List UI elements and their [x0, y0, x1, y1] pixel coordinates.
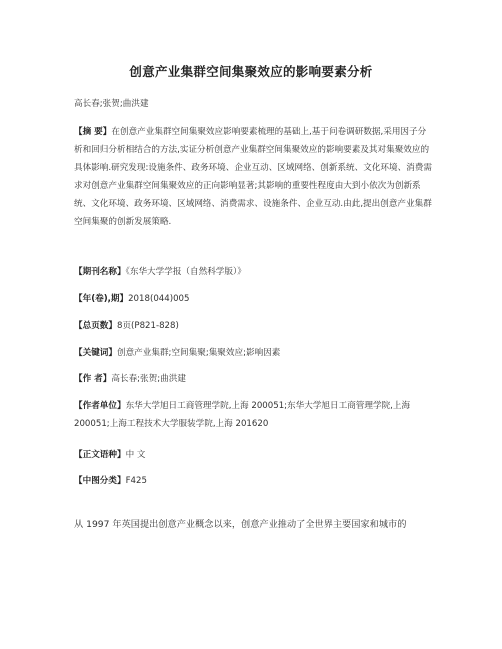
- author-value: 高长春;张贺;曲洪建: [111, 374, 186, 384]
- author-field: [74, 370, 434, 388]
- year-label: 【年(卷),期】: [74, 294, 129, 304]
- pages-value: 8页(P821-828): [116, 321, 179, 331]
- language-label: 【正文语种】: [74, 450, 126, 460]
- keywords-value: 创意产业集群;空间集聚;集聚效应;影响因素: [116, 348, 281, 358]
- document-title: 创意产业集群空间集聚效应的影响要素分析: [129, 64, 373, 79]
- affiliation-value: 东华大学旭日工商管理学院,上海 200051;东华大学旭日工商管理学院,上海 200051;上海工程技术大学服装学院,上海 201620: [74, 401, 411, 429]
- abstract-section: [74, 123, 434, 231]
- affiliation-label: 【作者单位】: [74, 401, 126, 411]
- classification-value: F425: [125, 476, 147, 486]
- affiliation-field: [74, 397, 434, 433]
- classification-field: [74, 472, 434, 490]
- language-field: [74, 446, 434, 464]
- author-line: 高长春;张贺;曲洪建: [74, 99, 149, 109]
- year-volume-field: [74, 290, 434, 308]
- journal-label: 【期刊名称】: [74, 267, 126, 277]
- abstract-text: 在创意产业集群空间集聚效应影响要素梳理的基础上,基于问卷调研数据,采用因子分析和回归分析相结合的方法,实证分析创意产业集群空间集聚效应的影响要素及其对集聚效应的具体影响.研究发现:设施条件、政务环境、企业互动、区域网络、创新系统、文化环境、消费需求对创意产业集群空间集聚效应的正向影响显著;其影响的重要性程度由大到小依次为创新系统、文化环境、政务环境、区域网络、消费需求、设施条件、企业互动.由此,提出创意产业集群空间集聚的创新发展策略.: [74, 127, 432, 227]
- journal-field: [74, 263, 434, 281]
- year-value: 2018(044)005: [128, 294, 190, 304]
- keywords-label: 【关键词】: [74, 348, 117, 358]
- page-count-field: [74, 317, 434, 335]
- journal-value: 《东华大学学报（自然科学版）》: [125, 267, 246, 277]
- pages-label: 【总页数】: [74, 321, 117, 331]
- classification-label: 【中图分类】: [74, 476, 126, 486]
- language-value: 中 文: [125, 450, 146, 460]
- abstract-label: 【摘 要】: [74, 127, 112, 137]
- body-paragraph: 从 1997 年英国提出创意产业概念以来，创意产业推动了全世界主要国家和城市的: [74, 519, 407, 530]
- keywords-field: [74, 344, 434, 362]
- author-label: 【作 者】: [74, 374, 112, 384]
